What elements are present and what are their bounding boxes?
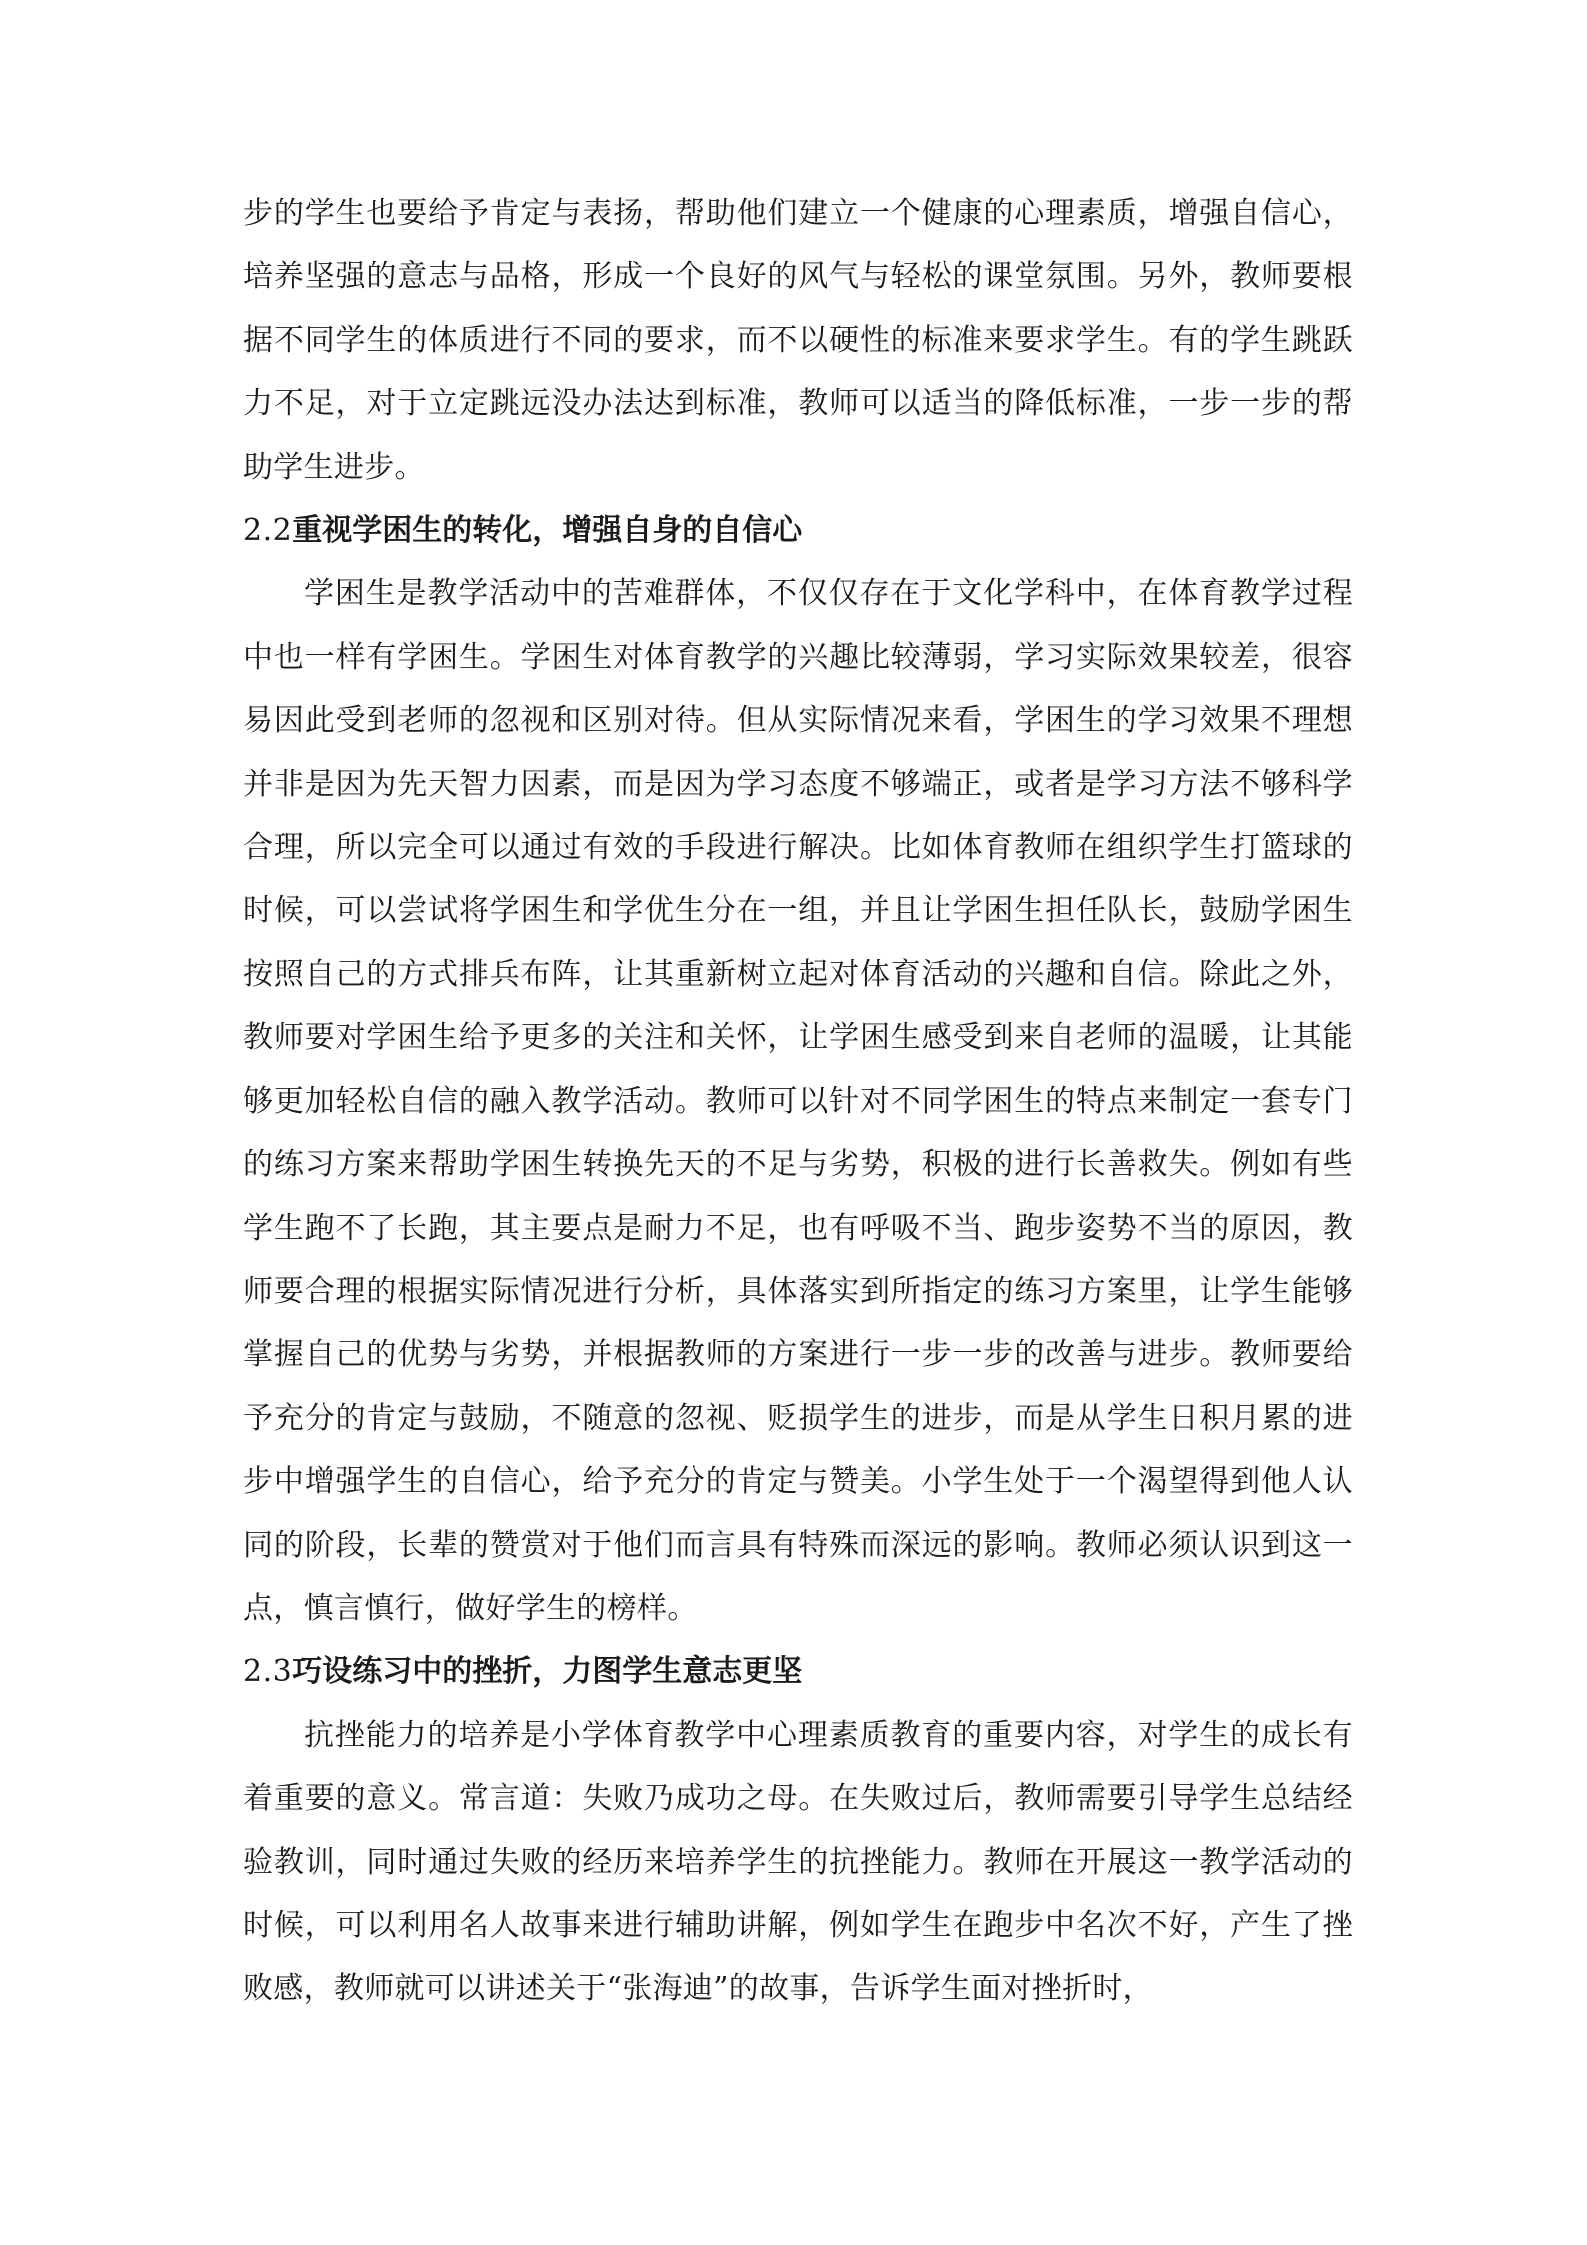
paragraph-continued: 步的学生也要给予肯定与表扬，帮助他们建立一个健康的心理素质，增强自信心，培养坚强的意志与品格，形成一个良好的风气与轻松的课堂氛围。另外，教师要根据不同学生的体质进行不同的要求，而不以硬性的标准来要求学生。有的学生跳跃力不足，对于立定跳远没办法达到标准，教师可以适当的降低标准，一步一步的帮助学生进步。: [243, 196, 1353, 485]
section-title: 巧设练习中的挫折，力图学生意志更坚: [292, 1654, 803, 1690]
section-title: 重视学困生的转化，增强自身的自信心: [292, 513, 803, 549]
section-number: 2.3: [243, 1654, 293, 1690]
section-heading-2-3: [243, 1640, 1353, 1703]
section-number: 2.2: [243, 513, 293, 549]
paragraph-struggling-students: 学困生是教学活动中的苦难群体，不仅仅存在于文化学科中，在体育教学过程中也一样有学困生。学困生对体育教学的兴趣比较薄弱，学习实际效果较差，很容易因此受到老师的忽视和区别对待。但从实际情况来看，学困生的学习效果不理想并非是因为先天智力因素，而是因为学习态度不够端正，或者是学习方法不够科学合理，所以完全可以通过有效的手段进行解决。比如体育教师在组织学生打篮球的时候，可以尝试将学困生和学优生分在一组，并且让学困生担任队长，鼓励学困生按照自己的方式排兵布阵，让其重新树立起对体育活动的兴趣和自信。除此之外，教师要对学困生给予更多的关注和关怀，让学困生感受到来自老师的温暖，让其能够更加轻松自信的融入教学活动。教师可以针对不同学困生的特点来制定一套专门的练习方案来帮助学困生转换先天的不足与劣势，积极的进行长善救失。例如有些学生跑不了长跑，其主要点是耐力不足，也有呼吸不当、跑步姿势不当的原因，教师要合理的根据实际情况进行分析，具体落实到所指定的练习方案里，让学生能够掌握自己的优势与劣势，并根据教师的方案进行一步一步的改善与进步。教师要给予充分的肯定与鼓励，不随意的忽视、贬损学生的进步，而是从学生日积月累的进步中增强学生的自信心，给予充分的肯定与赞美。小学生处于一个渴望得到他人认同的阶段，长辈的赞赏对于他们而言具有特殊而深远的影响。教师必须认识到这一点，慎言慎行，做好学生的榜样。: [243, 576, 1353, 1626]
document-page: [243, 182, 1353, 2021]
section-heading-2-2: [243, 499, 1353, 562]
paragraph-frustration-resilience: 抗挫能力的培养是小学体育教学中心理素质教育的重要内容，对学生的成长有着重要的意义。常言道：失败乃成功之母。在失败过后，教师需要引导学生总结经验教训，同时通过失败的经历来培养学生的抗挫能力。教师在开展这一教学活动的时候，可以利用名人故事来进行辅助讲解，例如学生在跑步中名次不好，产生了挫败感，教师就可以讲述关于“张海迪”的故事，告诉学生面对挫折时，: [243, 1717, 1353, 2007]
